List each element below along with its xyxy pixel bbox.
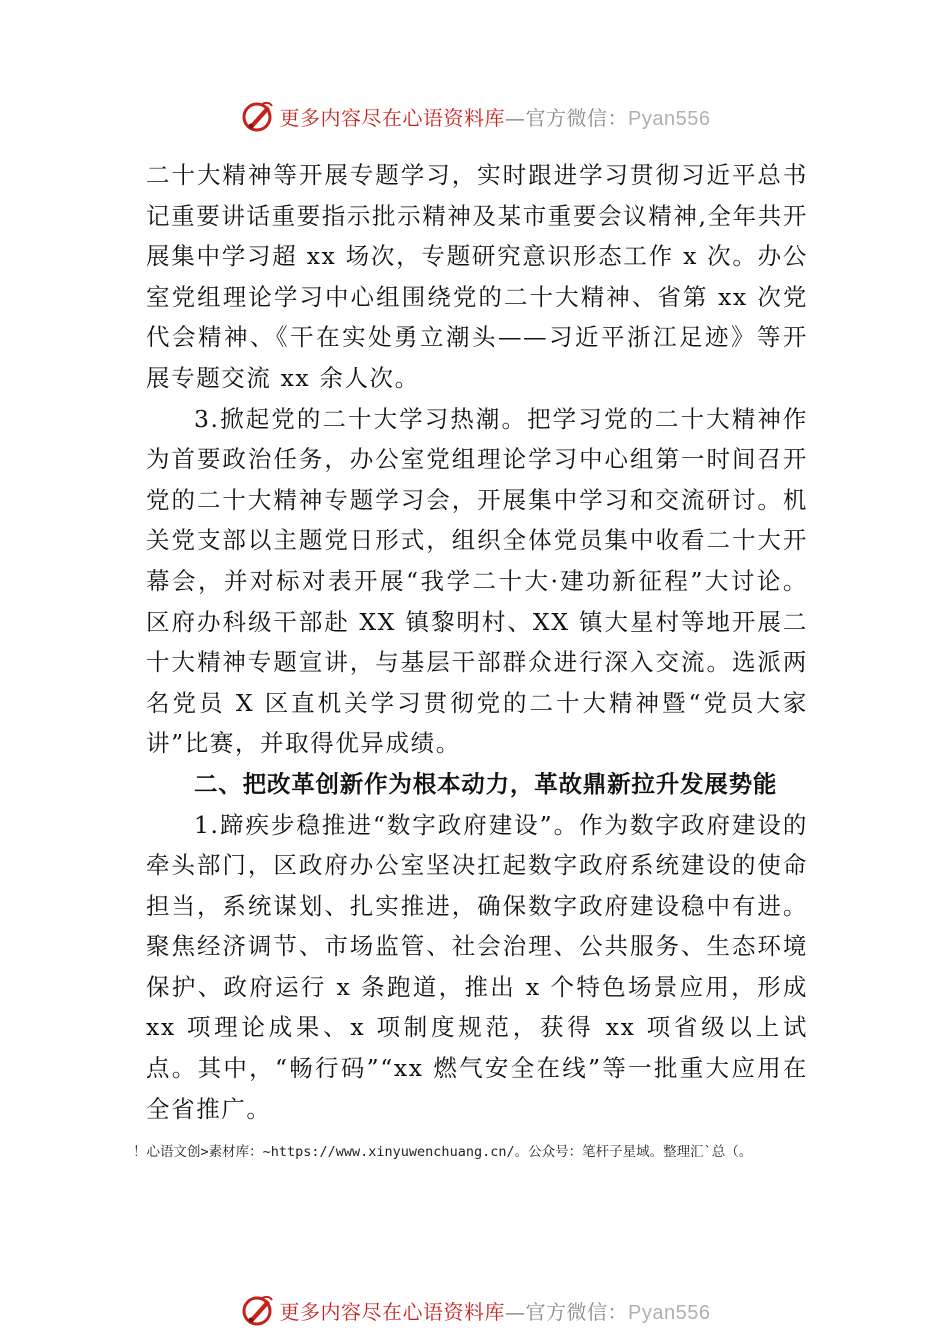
banner-text: [280, 1296, 711, 1325]
footnote-source: ！心语文创>素材库：~https://www.xinyuwenchuang.cn/。公众号：笔杆子星域。整理汇`总（。: [133, 1144, 753, 1160]
banner-main-text: 更多内容尽在心语资料库: [279, 1299, 506, 1324]
banner-text: [280, 102, 711, 131]
banner-wechat-id: Pyan556: [628, 107, 711, 130]
ink-brush-logo-icon: [240, 98, 276, 134]
header-banner: [0, 94, 950, 138]
banner-wechat-label: 官方微信：: [525, 105, 629, 130]
footer-banner: [0, 1288, 950, 1332]
banner-dash: —: [505, 105, 526, 130]
banner-wechat-id: Pyan556: [628, 1301, 711, 1324]
banner-wechat-label: 官方微信：: [525, 1299, 629, 1324]
section-heading: 二、把改革创新作为根本动力，革故鼎新拉升发展势能: [194, 769, 778, 798]
banner-dash: —: [505, 1299, 526, 1324]
paragraph-item-1: 1.蹄疾步稳推进“数字政府建设”。作为数字政府建设的牵头部门，区政府办公室坚决扛起数字政府系统建设的使命担当，系统谋划、扎实推进，确保数字政府建设稳中有进。 聚焦经济调节、市场监管、社会治理、公共服务、生态环境保护、政府运行 x 条跑道，推出 x 个特色场景应用，形成 xx 项理论成果、x 项制度规范，获得 xx 项省级以上试点。其中，“畅行码”“xx 燃气安全在线”等一批重大应用在全省推广。: [146, 810, 808, 1123]
banner-main-text: 更多内容尽在心语资料库: [279, 105, 506, 130]
document-body: [146, 155, 808, 1129]
paragraph-item-3: 3.掀起党的二十大学习热潮。把学习党的二十大精神作为首要政治任务，办公室党组理论学习中心组第一时间召开党的二十大精神专题学习会，开展集中学习和交流研讨。机关党支部以主题党日形式，组织全体党员集中收看二十大开幕会，并对标对表开展“我学二十大·建功新征程”大讨论。区府办科级干部赴 XX 镇黎明村、XX 镇大星村等地开展二十大精神专题宣讲，与基层干部群众进行深入交流。选派两名党员 X 区直机关学习贯彻党的二十大精神暨“党员大家 讲”比赛，并取得优异成绩。: [146, 404, 808, 758]
ink-brush-logo-icon: [240, 1292, 276, 1328]
paragraph-continuation: 二十大精神等开展专题学习，实时跟进学习贯彻习近平总书记重要讲话重要指示批示精神及某市重要会议精神,全年共开展集中学习超 xx 场次，专题研究意识形态工作 x 次。办公室党组理论学习中心组围绕党的二十大精神、省第 xx 次党代会精神、《干在实处勇立潮头——习近平浙江足迹》等开展专题交流 xx 余人次。: [146, 161, 808, 392]
